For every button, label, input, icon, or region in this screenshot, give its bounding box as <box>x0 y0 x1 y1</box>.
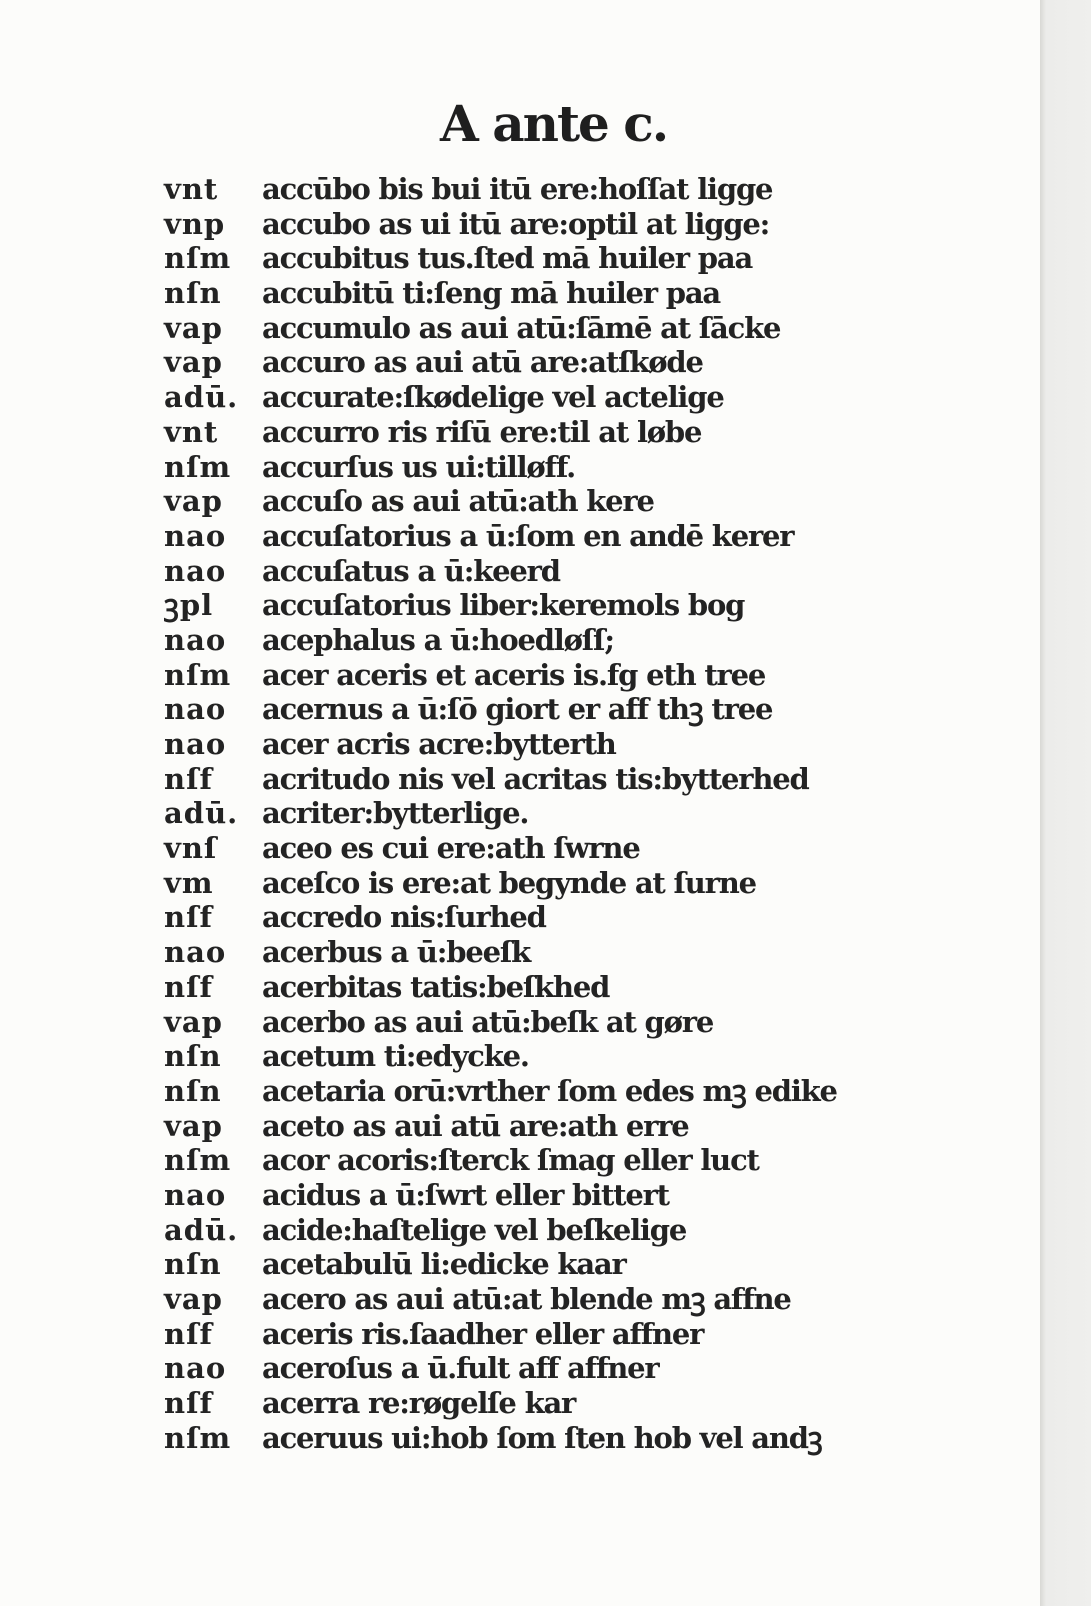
entry-row <box>164 519 864 554</box>
entry-text: acerbus a ū:beeſk <box>262 935 530 970</box>
entry-text: aceto as aui atū are:ath erre <box>262 1108 689 1143</box>
entry-text: aceo es cui ere:ath ſwrne <box>262 831 640 866</box>
entry-row <box>164 658 864 693</box>
entry-row <box>164 1005 864 1040</box>
entry-text: acephalus a ū:hoedløſſ; <box>262 622 614 657</box>
entry-row <box>164 1282 864 1317</box>
entry-row <box>164 1351 864 1386</box>
entry-text: accūbo bis bui itū ere:hoſſat ligge <box>262 172 773 206</box>
entry-row <box>164 345 864 380</box>
entry-text: accubo as ui itū are:optil at ligge: <box>262 206 770 241</box>
entry-text: acriter:bytterlige. <box>262 796 529 831</box>
entry-text: aceruus ui:hob ſom ſten hob vel andꝫ <box>262 1420 822 1455</box>
entry-row <box>164 241 864 276</box>
entry-row <box>164 1109 864 1144</box>
entry-row <box>164 1386 864 1421</box>
entry-text: acer aceris et aceris is.fg eth tree <box>262 657 766 692</box>
entry-text: accurro ris riſū ere:til at løbe <box>262 414 702 449</box>
entry-list <box>164 172 864 1455</box>
entry-text: aceris ris.ſaadher eller affner <box>262 1316 704 1351</box>
grammar-code: nſm <box>164 241 232 276</box>
entry-row <box>164 172 864 207</box>
entry-text: accredo nis:ſurhed <box>262 900 546 935</box>
grammar-code: nſf <box>164 1386 214 1421</box>
grammar-code: nſn <box>164 1247 222 1282</box>
entry-text: acide:haſtelige vel beſkelige <box>262 1212 687 1247</box>
grammar-code: vnp <box>164 206 226 241</box>
grammar-code: nao <box>164 622 227 657</box>
grammar-code: vap <box>164 1108 223 1143</box>
entry-text: accubitū ti:ſeng mā huiler paa <box>262 276 721 311</box>
entry-row <box>164 311 864 346</box>
entry-text: acor acoris:ſterck ſmag eller luct <box>262 1143 759 1178</box>
entry-text: acerоſus a ū.fult aff affner <box>262 1351 659 1386</box>
entry-text: acerbitas tatis:beſkhed <box>262 969 610 1004</box>
entry-row <box>164 1317 864 1352</box>
entry-row <box>164 1074 864 1109</box>
entry-row <box>164 796 864 831</box>
entry-row <box>164 484 864 519</box>
grammar-code: nao <box>164 1351 227 1386</box>
entry-text: accurſus us ui:tilløff. <box>262 449 575 484</box>
grammar-code: nſf <box>164 1316 214 1351</box>
entry-row <box>164 692 864 727</box>
grammar-code: nſm <box>164 1143 232 1178</box>
entry-text: accuſatorius liber:keremols bog <box>262 588 745 623</box>
entry-row <box>164 276 864 311</box>
entry-text: acernus a ū:ſō giort er aff thꝫ tree <box>262 692 773 727</box>
grammar-code: vnt <box>164 414 219 449</box>
entry-text: acetum ti:edycke. <box>262 1039 529 1074</box>
grammar-code: nſf <box>164 969 214 1004</box>
entry-row <box>164 1213 864 1248</box>
entry-text: acerra re:røgelſe kar <box>262 1386 576 1421</box>
entry-text: acritudo nis vel acritas tis:bytterhed <box>262 761 809 796</box>
entry-row <box>164 866 864 901</box>
grammar-code: vnt <box>164 172 219 206</box>
grammar-code: nſf <box>164 900 214 935</box>
entry-row <box>164 762 864 797</box>
grammar-code: vap <box>164 1004 223 1039</box>
entry-row <box>164 415 864 450</box>
entry-text: accuſatus a ū:keerd <box>262 553 560 588</box>
entry-row <box>164 831 864 866</box>
grammar-code: nſf <box>164 761 214 796</box>
grammar-code: nſm <box>164 449 232 484</box>
grammar-code: nſn <box>164 1073 222 1108</box>
entry-text: accuſo as aui atū:ath kere <box>262 484 654 519</box>
entry-row <box>164 1421 864 1456</box>
grammar-code: nao <box>164 727 227 761</box>
entry-text: acero as aui atū:at blende mꝫ affne <box>262 1282 791 1316</box>
entry-text: accubitus tus.ſted mā huiler paa <box>262 241 753 276</box>
entry-row <box>164 1178 864 1213</box>
entry-row <box>164 450 864 485</box>
grammar-code: nſn <box>164 276 222 311</box>
entry-text: acerbo as aui atū:beſk at gøre <box>262 1004 714 1039</box>
grammar-code: nao <box>164 692 227 727</box>
entry-row <box>164 623 864 658</box>
entry-row <box>164 380 864 415</box>
entry-row <box>164 1247 864 1282</box>
grammar-code: nſm <box>164 657 232 692</box>
grammar-code: vap <box>164 484 223 519</box>
entry-text: accumulo as aui atū:ſāmē at ſācke <box>262 310 781 345</box>
entry-row <box>164 588 864 623</box>
grammar-code: vm <box>164 865 214 900</box>
grammar-code: vap <box>164 345 223 380</box>
grammar-code: vnſ <box>164 831 218 866</box>
grammar-code: nao <box>164 518 227 553</box>
page-edge <box>1040 0 1091 1606</box>
page-heading: A ante c. <box>440 94 668 153</box>
grammar-code: nao <box>164 1177 227 1212</box>
grammar-code: adū. <box>164 380 239 415</box>
entry-row <box>164 900 864 935</box>
entry-text: acetabulū li:edicke kaar <box>262 1247 626 1282</box>
grammar-code: vap <box>164 1282 223 1316</box>
entry-text: acer acris acre:bytterth <box>262 727 616 761</box>
grammar-code: nao <box>164 553 227 588</box>
grammar-code: nao <box>164 935 227 970</box>
grammar-code: nſm <box>164 1420 232 1455</box>
entry-text: acetaria orū:vrther ſom edes mꝫ edike <box>262 1073 837 1108</box>
grammar-code: adū. <box>164 1212 239 1247</box>
entry-row <box>164 727 864 762</box>
entry-text: accuſatorius a ū:ſom en andē kerer <box>262 518 794 553</box>
grammar-code: ꝫpl <box>164 588 214 623</box>
grammar-code: vap <box>164 310 223 345</box>
entry-row <box>164 935 864 970</box>
entry-text: aceſco is ere:at begynde at ſurne <box>262 865 756 900</box>
entry-text: accurate:ſkødelige vel actelige <box>262 380 724 415</box>
entry-text: accuro as aui atū are:atſkøde <box>262 345 703 380</box>
entry-row <box>164 207 864 242</box>
grammar-code: nſn <box>164 1039 222 1074</box>
entry-row <box>164 1039 864 1074</box>
entry-row <box>164 1143 864 1178</box>
entry-text: acidus a ū:ſwrt eller bittert <box>262 1177 669 1212</box>
grammar-code: adū. <box>164 796 239 831</box>
entry-row <box>164 970 864 1005</box>
entry-row <box>164 554 864 589</box>
